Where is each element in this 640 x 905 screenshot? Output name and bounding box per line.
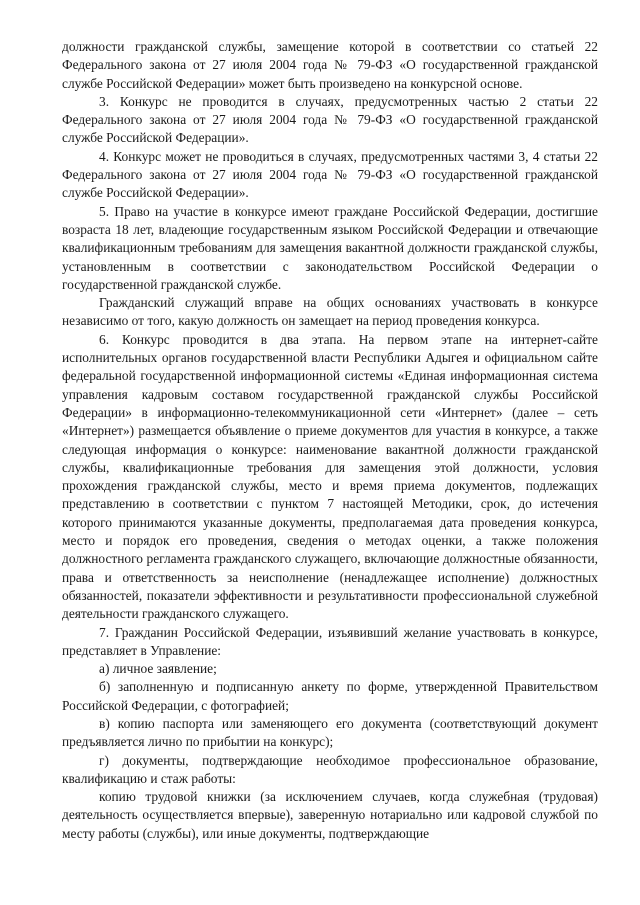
paragraph-continuation: должности гражданской службы, замещение которой в соответствии со статьей 22 Федерального закона от 27 июля 2004 года № 79-ФЗ «О государственной гражданской службе Российской Федерации» может быть произведено на конкурсной основе.	[62, 39, 598, 91]
list-item-g: г) документы, подтверждающие необходимое профессиональное образование, квалификацию и стаж работы:	[62, 752, 598, 786]
paragraph-item-7: 7. Гражданин Российской Федерации, изъявивший желание участвовать в конкурсе, представляет в Управление:	[62, 624, 598, 658]
paragraph-item-4: 4. Конкурс может не проводиться в случаях, предусмотренных частями 3, 4 статьи 22 Федерального закона от 27 июля 2004 года № 79-ФЗ «О государственной гражданской службе Российской Федерации».	[62, 148, 598, 201]
list-item-b: б) заполненную и подписанную анкету по форме, утвержденной Правительством Российской Федерации, с фотографией;	[62, 679, 598, 713]
paragraph-item-6: 6. Конкурс проводится в два этапа. На первом этапе на интернет-сайте исполнительных органов государственной власти Республики Адыгея и официальном сайте федеральной государственной информационной системы «Единая информационная система управления кадровым составом государственной гражданской службы Российской Федерации» в информационно-телекоммуникационной сети «Интернет» (далее – сеть «Интернет») размещается объявление о приеме документов для участия в конкурсе, а также следующая информация о конкурсе: наименование вакантной должности гражданской службы, квалификационные требования для замещения этой должности, условия прохождения гражданской службы, место и время приема документов, подлежащих представлению в соответствии с пунктом 7 настоящей Методики, срок, до истечения которого принимаются указанные документы, предполагаемая дата проведения конкурса, место и порядок его проведения, сведения о методах оценки, а также положения должностного регламента гражданского служащего, включающие должностные обязанности, права и ответственность за неисполнение (ненадлежащее исполнение) должностных обязанностей, показатели эффективности и результативности профессиональной служебной деятельности гражданского служащего.	[62, 331, 598, 622]
paragraph-civil-servant-right: Гражданский служащий вправе на общих основаниях участвовать в конкурсе независимо от того, какую должность он замещает на период проведения конкурса.	[62, 295, 598, 329]
list-item-a: а) личное заявление;	[99, 661, 217, 677]
paragraph-work-book: копию трудовой книжки (за исключением случаев, когда служебная (трудовая) деятельность осуществляется впервые), заверенную нотариально или кадровой службой по месту работы (службы), или иные документы, подтверждающие	[62, 789, 598, 841]
list-item-v: в) копию паспорта или заменяющего его документа (соответствующий документ предъявляется лично по прибытии на конкурс);	[62, 715, 598, 750]
paragraph-item-3: 3. Конкурс не проводится в случаях, предусмотренных частью 2 статьи 22 Федерального закона от 27 июля 2004 года № 79-ФЗ «О государственной гражданской службе Российской Федерации».	[62, 93, 598, 146]
document-page	[62, 38, 598, 843]
paragraph-item-5: 5. Право на участие в конкурсе имеют граждане Российской Федерации, достигшие возраста 18 лет, владеющие государственным языком Российской Федерации и отвечающие квалификационным требованиям для замещения вакантной должности гражданской службы, установленным в соответствии с законодательством Российской Федерации о государственной гражданской службе.	[62, 203, 598, 292]
